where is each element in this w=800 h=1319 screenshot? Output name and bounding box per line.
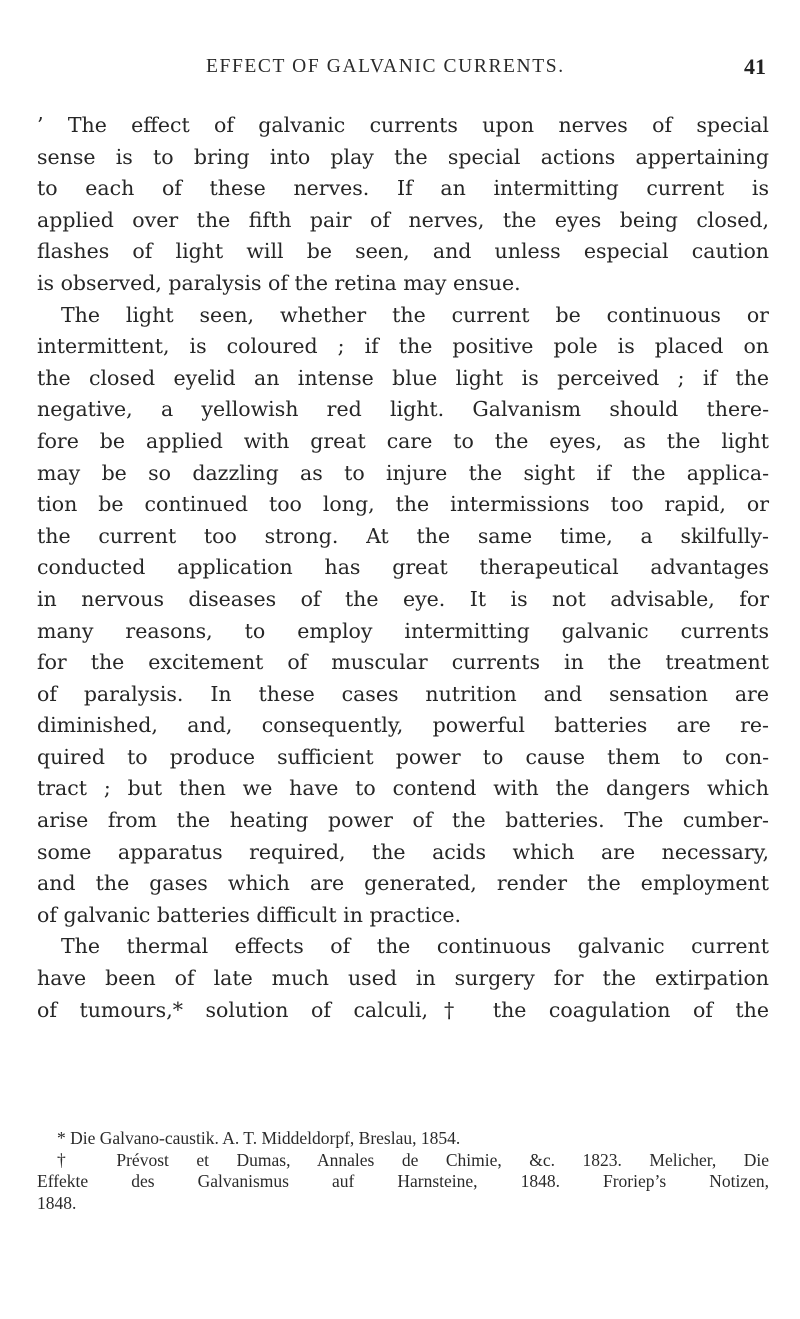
text-line: to each of these nerves. If an intermitting current is xyxy=(37,176,769,201)
text-line: may be so dazzling as to injure the sight if the applica- xyxy=(37,460,769,485)
text-line: some apparatus required, the acids which are necessary, xyxy=(37,839,769,864)
text-line: conducted application has great therapeutical advantages xyxy=(37,555,769,580)
footnote-line: Effekte des Galvanismus auf Harnsteine, 1848. Froriep’s Notizen, xyxy=(37,1171,769,1191)
text-line: for the excitement of muscular currents in the treatment xyxy=(37,650,769,675)
text-line: and the gases which are generated, render the employment xyxy=(37,871,769,896)
text-line: of galvanic batteries difficult in practice. xyxy=(37,902,462,927)
text-line: flashes of light will be seen, and unless especial caution xyxy=(37,239,769,264)
text-line: many reasons, to employ intermitting galvanic currents xyxy=(37,618,769,643)
text-line: applied over the fifth pair of nerves, the eyes being closed, xyxy=(37,207,769,232)
text-line: ’ The effect of galvanic currents upon nerves of special xyxy=(37,113,769,137)
body-text xyxy=(37,110,769,1026)
text-line: diminished, and, consequently, powerful batteries are re- xyxy=(37,713,769,738)
text-line: have been of late much used in surgery for the extirpation xyxy=(37,966,769,991)
text-line: The light seen, whether the current be continuous or xyxy=(61,302,769,327)
page-number: 41 xyxy=(744,54,766,79)
running-head: EFFECT OF GALVANIC CURRENTS. xyxy=(206,56,565,77)
text-line: fore be applied with great care to the eyes, as the light xyxy=(37,428,769,453)
text-line: the current too strong. At the same time, a skilfully- xyxy=(37,523,769,548)
text-line: is observed, paralysis of the retina may ensue. xyxy=(37,270,521,295)
text-line: sense is to bring into play the special actions appertaining xyxy=(37,144,769,169)
text-line: in nervous diseases of the eye. It is not advisable, for xyxy=(37,586,769,611)
page-header xyxy=(0,56,800,86)
text-line: intermittent, is coloured ; if the positive pole is placed on xyxy=(37,334,769,359)
text-line: of paralysis. In these cases nutrition and sensation are xyxy=(37,681,769,706)
text-line: quired to produce sufficient power to cause them to con- xyxy=(37,744,769,769)
text-line: of tumours,* solution of calculi,† the coagulation of the xyxy=(37,997,769,1022)
text-line: arise from the heating power of the batteries. The cumber- xyxy=(37,808,769,833)
text-line: the closed eyelid an intense blue light is perceived ; if the xyxy=(37,365,769,390)
footnote-line: † Prévost et Dumas, Annales de Chimie, &c. 1823. Melicher, Die xyxy=(57,1149,769,1170)
text-line: negative, a yellowish red light. Galvanism should there- xyxy=(37,397,769,422)
footnote-line: * Die Galvano-caustik. A. T. Middeldorpf, Breslau, 1854. xyxy=(57,1128,461,1148)
text-line: The thermal effects of the continuous galvanic current xyxy=(61,934,769,959)
text-line: tion be continued too long, the intermissions too rapid, or xyxy=(37,492,769,517)
footnotes xyxy=(37,1128,769,1214)
footnote-line: 1848. xyxy=(37,1192,77,1213)
text-line: tract ; but then we have to contend with the dangers which xyxy=(37,776,769,801)
